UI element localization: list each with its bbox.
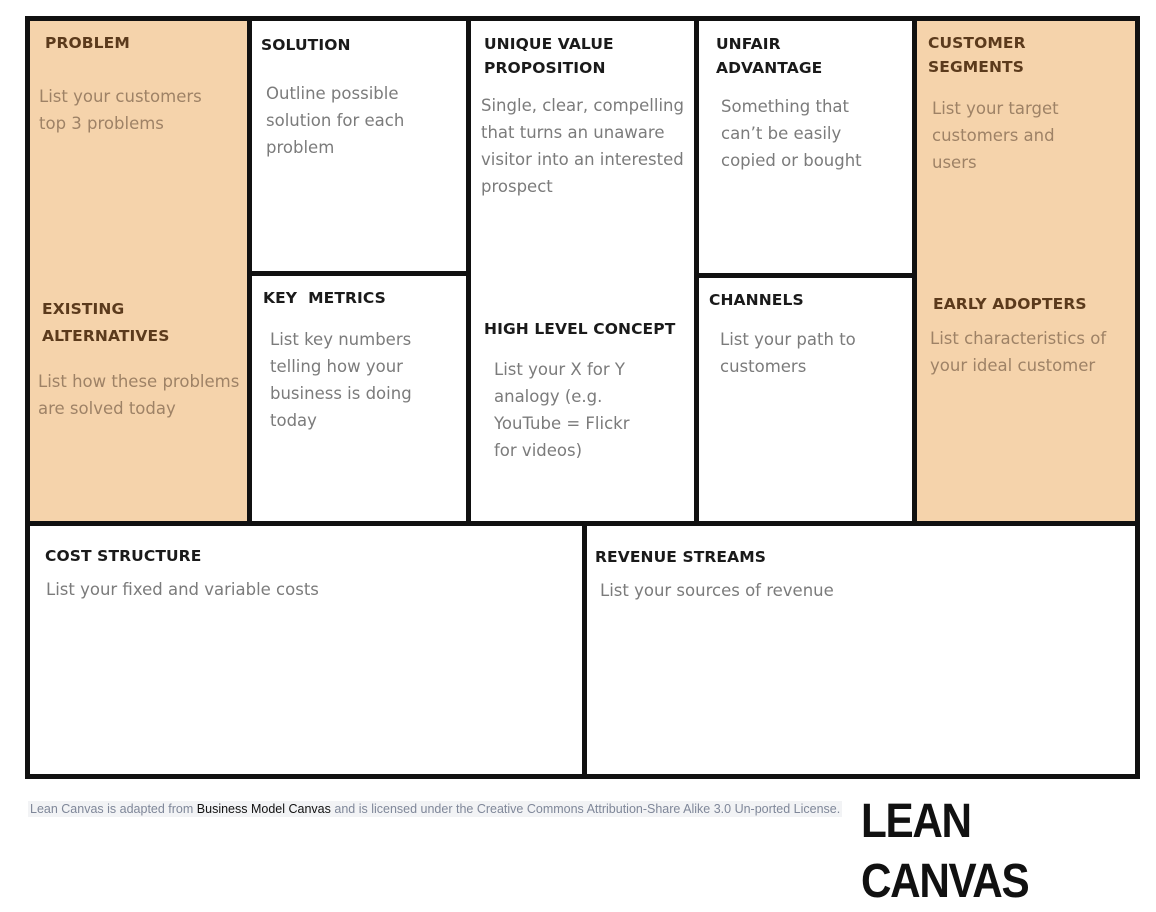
lean-canvas-logo: LEAN CANVAS	[861, 795, 1029, 908]
unfair-advantage-text: Something that can’t be easily copied or bought	[721, 97, 862, 170]
revenue-streams-text: List your sources of revenue	[600, 581, 834, 600]
license-note	[28, 801, 842, 817]
high-level-concept-text: List your X for Y analogy (e.g. YouTube = Flickr for videos)	[494, 360, 630, 460]
existing-alternatives-text: List how these problems are solved today	[38, 372, 240, 418]
divider	[696, 273, 914, 278]
early-adopters-title: EARLY ADOPTERS	[933, 295, 1087, 313]
unique-value-proposition-title: UNIQUE VALUE PROPOSITION	[484, 35, 614, 77]
key-metrics-text: List key numbers telling how your business is doing today	[270, 330, 412, 430]
channels-title: CHANNELS	[709, 291, 804, 309]
customer-segments-title: CUSTOMER SEGMENTS	[928, 34, 1026, 76]
cost-structure-text: List your fixed and variable costs	[46, 580, 319, 599]
divider	[582, 521, 587, 779]
channels-text: List your path to customers	[720, 330, 856, 376]
license-note-prefix: Lean Canvas is adapted from	[30, 802, 197, 816]
cost-structure-title: COST STRUCTURE	[45, 547, 202, 565]
business-model-canvas-link[interactable]: Business Model Canvas	[196, 802, 331, 816]
solution-text: Outline possible solution for each problem	[266, 84, 405, 157]
divider	[694, 21, 699, 523]
problem-title: PROBLEM	[45, 34, 130, 52]
unique-value-proposition-text: Single, clear, compelling that turns an unaware visitor into an interested prospect	[481, 96, 684, 196]
divider	[912, 21, 917, 523]
high-level-concept-title: HIGH LEVEL CONCEPT	[484, 320, 676, 338]
key-metrics-title: KEY METRICS	[263, 289, 386, 307]
problem-text: List your customers top 3 problems	[39, 87, 202, 133]
divider	[249, 271, 468, 276]
solution-title: SOLUTION	[261, 36, 351, 54]
existing-alternatives-title: EXISTING ALTERNATIVES	[42, 300, 170, 345]
license-note-suffix: and is licensed under the Creative Commons Attribution-Share Alike 3.0 Un-ported License.	[330, 802, 841, 816]
revenue-streams-title: REVENUE STREAMS	[595, 548, 766, 566]
early-adopters-text: List characteristics of your ideal customer	[930, 329, 1107, 375]
customer-segments-text: List your target customers and users	[932, 99, 1059, 172]
unfair-advantage-title: UNFAIR ADVANTAGE	[716, 35, 823, 77]
